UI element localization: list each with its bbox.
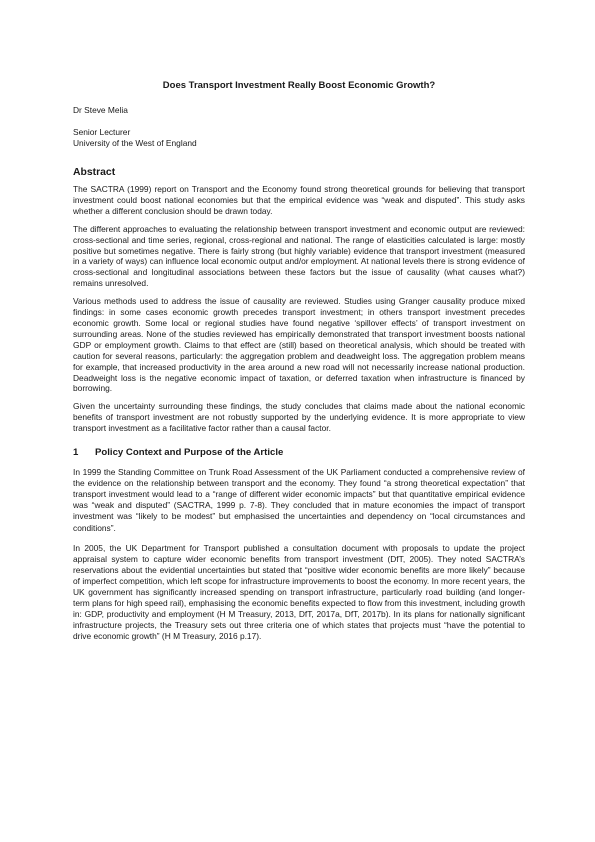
section-paragraph-1: In 1999 the Standing Committee on Trunk Road Assessment of the UK Parliament conducted a comprehensive review of the evidence on the relationship between transport and the economy. They found “a strong theoretical expectation” that transport investment would lead to a “range of different wider economic impacts” but that quantitative empirical evidence was “weak and disputed” (SACTRA, 1999 p. 7-8). They concluded that in mature economies the impact of transport investment was “likely to be modest” but emphasised the uncertainties and dependency on “local circumstances and conditions”. bbox=[73, 467, 525, 533]
section-title: Policy Context and Purpose of the Article bbox=[95, 447, 284, 459]
author-block bbox=[73, 105, 525, 116]
author-institution: University of the West of England bbox=[73, 138, 197, 148]
section-number: 1 bbox=[73, 447, 79, 459]
section-heading bbox=[73, 447, 525, 459]
paper-title: Does Transport Investment Really Boost Economic Growth? bbox=[162, 80, 436, 91]
author-position: Senior Lecturer bbox=[73, 127, 131, 137]
abstract-paragraph-1: The SACTRA (1999) report on Transport and the Economy found strong theoretical grounds for believing that transport investment could boost national economies but that the empirical evidence was “weak and disputed”. This study asks whether a different conclusion should be drawn today. bbox=[73, 184, 525, 216]
abstract-paragraph-3: Various methods used to address the issue of causality are reviewed. Studies using Granger causality produce mixed findings: in some cases economic growth precedes transport investment; in others transport investment precedes economic growth. Some local or regional studies have found negative ‘spillover effects’ of transport investment on surrounding areas. None of the studies reviewed has empirically demonstrated that transport investment boosts national GDP or employment growth. Claims to that effect are (still) based on theoretical analysis, which should be treated with caution for several reasons, particularly: the aggregation problem and deadweight loss. The aggregation problem means for example, that increased productivity in the area around a new road will not necessarily increase national production. Deadweight loss is the negative economic impact of taxation, or deferred taxation when infrastructure is financed by borrowing. bbox=[73, 296, 525, 394]
abstract-paragraph-2: The different approaches to evaluating the relationship between transport investment and economic output are reviewed: cross-sectional and time series, regional, cross-regional and national. The range of elasticities calculated is large: mostly positive but sometimes negative. There is fairly strong (but highly variable) evidence that transport investment (measured in a variety of ways) can influence local economic output and/or employment. At national levels there is strong evidence of cross-sectional and longitudinal associations between these factors but the issue of causality (what causes what?) remains unresolved. bbox=[73, 223, 525, 289]
page-content bbox=[73, 80, 525, 651]
abstract-heading: Abstract bbox=[73, 167, 116, 178]
section-paragraph-2: In 2005, the UK Department for Transport published a consultation document with proposals to update the project appraisal system to capture wider economic benefits from transport investment (DfT, 2005). They noted SACTRA’s reservations about the evidential uncertainties but stated that “positive wider economic benefits are more likely” because of imperfect competition, which left scope for infrastructure improvements to boost the economy. In more recent years, the UK government has significantly increased spending on transport infrastructure, particularly road building (and longer-term plans for high speed rail), emphasising the economic benefits expected to flow from this investment, including growth in: GDP, productivity and employment (H M Treasury, 2013, DfT, 2017a, DfT, 2017b). In its plans for nationally significant infrastructure projects, the Treasury sets out three criteria one of which states that projects must “have the potential to drive economic growth” (H M Treasury, 2016 p.17). bbox=[73, 542, 525, 642]
abstract-paragraph-4: Given the uncertainty surrounding these findings, the study concludes that claims made about the national economic benefits of transport investment are not robustly supported by the underlying evidence. It is more appropriate to view transport investment as a facilitative factor rather than a causal factor. bbox=[73, 401, 525, 434]
affiliation-block bbox=[73, 127, 525, 149]
author-name: Dr Steve Melia bbox=[73, 105, 128, 115]
